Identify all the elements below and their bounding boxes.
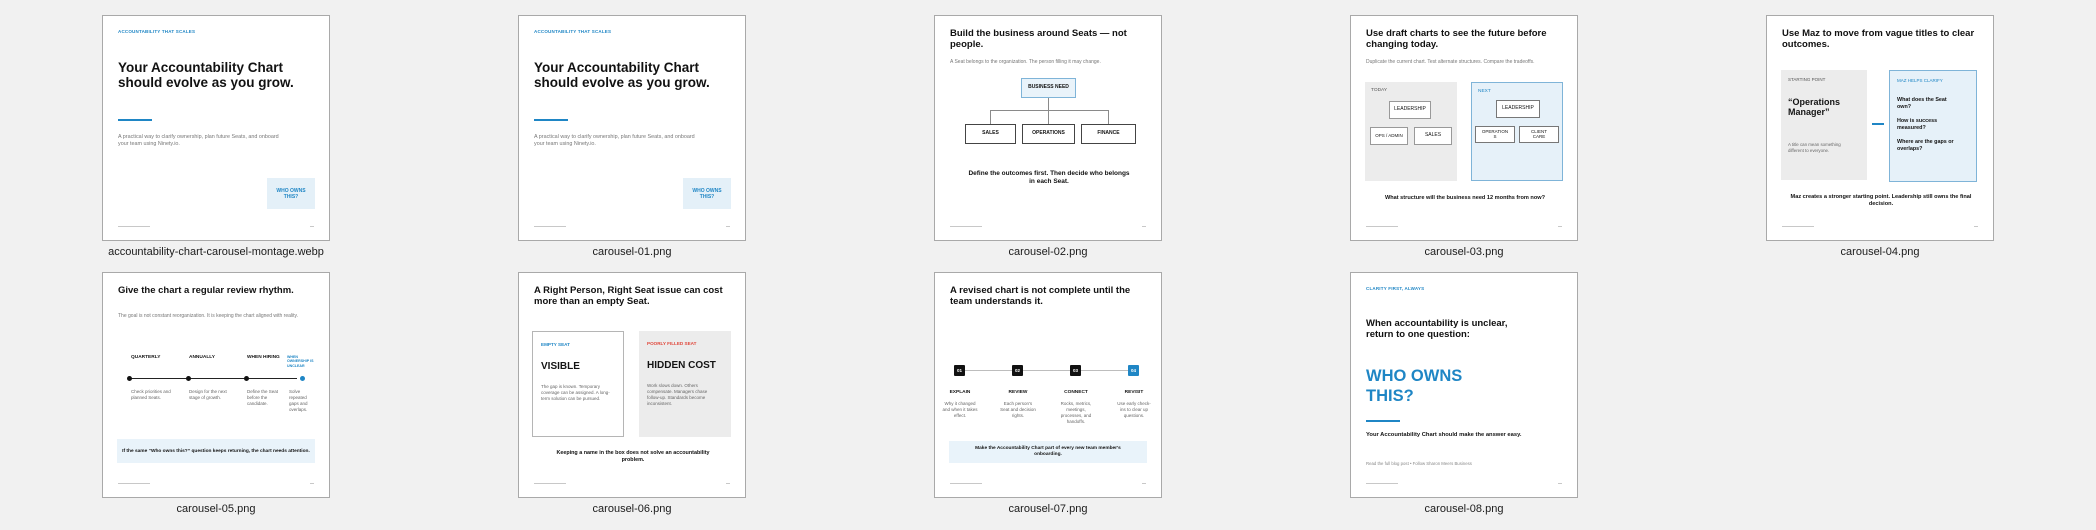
file-name-caption: carousel-03.png <box>1424 246 1504 258</box>
slide-thumbnail[interactable] <box>102 15 330 241</box>
page-mark <box>726 483 730 484</box>
slide-thumbnail[interactable] <box>934 15 1162 241</box>
step-number: 04 <box>1128 365 1139 376</box>
footer-mark <box>1366 483 1398 484</box>
step-label: WHEN OWNERSHIP IS UNCLEAR <box>287 355 314 368</box>
maz-question: What does the Seat own? <box>1897 97 1947 110</box>
org-node: OPS / ADMIN <box>1370 127 1408 145</box>
thumbnail-tile[interactable] <box>102 15 330 258</box>
slide-conclusion: Define the outcomes first. Then decide who belongs in each Seat. <box>968 170 1130 186</box>
card-label: EMPTY SEAT <box>541 342 570 347</box>
footer-mark <box>534 226 566 227</box>
org-node-top: LEADERSHIP <box>1389 101 1431 119</box>
step-label: REVIEW <box>1008 390 1028 395</box>
maz-panel <box>1889 70 1977 182</box>
timeline-dot <box>127 376 132 381</box>
slide-thumbnail[interactable] <box>102 272 330 498</box>
slide-title: A Right Person, Right Seat issue can cost more than an empty Seat. <box>534 285 723 307</box>
slide-title: Build the business around Seats — not people. <box>950 28 1127 50</box>
slide-title: Give the chart a regular review rhythm. <box>118 285 294 296</box>
thumbnail-tile[interactable] <box>1350 272 1578 515</box>
slide-title: When accountability is unclear, return to one question: <box>1366 318 1508 340</box>
slide-conclusion: Maz creates a stronger starting point. Leadership still owns the final decision. <box>1790 194 1972 208</box>
page-mark <box>310 483 314 484</box>
step-label: REVISIT <box>1124 390 1144 395</box>
page-mark <box>1142 226 1146 227</box>
footer-mark <box>1366 226 1398 227</box>
org-node: OPERATIONS <box>1022 124 1075 144</box>
panel-label: TODAY <box>1371 88 1388 93</box>
step-text: Use early check-ins to clear up questions. <box>1117 401 1151 419</box>
slide-thumbnail[interactable] <box>934 272 1162 498</box>
file-name-caption: carousel-05.png <box>176 503 256 515</box>
step-text: Each person's Seat and decision rights. <box>1000 401 1036 419</box>
slide-title: Your Accountability Chart should evolve as you grow. <box>534 60 710 91</box>
slide-subtitle: The goal is not constant reorganization. It is keeping the chart aligned with reality. <box>118 313 299 319</box>
slide-title: Use Maz to move from vague titles to clear outcomes. <box>1782 28 1975 50</box>
connector <box>1108 110 1109 124</box>
org-node-top: LEADERSHIP <box>1496 100 1540 118</box>
thumbnail-tile[interactable] <box>1350 15 1578 258</box>
connector <box>990 110 991 124</box>
maz-question: How is success measured? <box>1897 118 1938 131</box>
footer-mark <box>1782 226 1814 227</box>
step-text: Check priorities and planned Seats. <box>131 389 171 401</box>
org-node: OPERATION S <box>1475 126 1515 143</box>
empty-seat-card <box>532 331 624 437</box>
org-node: FINANCE <box>1081 124 1136 144</box>
page-mark <box>726 226 730 227</box>
file-name-caption: accountability-chart-carousel-montage.webp <box>108 246 324 258</box>
step-text: Rocks, metrics, meetings, processes, and handoffs. <box>1060 401 1092 425</box>
file-name-caption: carousel-06.png <box>592 503 672 515</box>
org-node: CLIENT CARE <box>1519 126 1559 143</box>
accent-rule <box>534 119 568 121</box>
slide-title: A revised chart is not complete until the team understands it. <box>950 285 1131 307</box>
slide-eyebrow: ACCOUNTABILITY THAT SCALES <box>534 29 612 34</box>
thumbnail-tile[interactable] <box>934 15 1162 258</box>
callout-box <box>683 178 731 209</box>
takeaway-banner <box>949 441 1147 463</box>
connector <box>990 110 1108 111</box>
slide-thumbnail[interactable] <box>518 15 746 241</box>
maz-question: Where are the gaps or overlaps? <box>1897 139 1954 152</box>
callout-text: WHO OWNS THIS? <box>692 187 722 200</box>
card-heading: VISIBLE <box>541 361 580 372</box>
slide-title: Use draft charts to see the future before changing today. <box>1366 28 1547 50</box>
slide-question: What structure will the business need 12 months from now? <box>1384 195 1546 201</box>
thumbnail-tile[interactable] <box>518 15 746 258</box>
footer-mark <box>118 226 150 227</box>
card-text: Work slows down. Others compensate. Managers chase follow-up. Standards become inconsistent. <box>647 383 708 407</box>
callout-text: WHO OWNS THIS? <box>276 187 306 200</box>
slide-subtitle: A practical way to clarify ownership, plan future Seats, and onboard your team using Ninety.io. <box>534 134 695 148</box>
footer-mark <box>118 483 150 484</box>
step-label: WHEN HIRING <box>247 355 280 360</box>
arrow-line <box>1872 123 1884 125</box>
step-text: Solve repeated gaps and overlaps. <box>289 389 308 413</box>
file-name-caption: carousel-08.png <box>1424 503 1504 515</box>
thumbnail-tile[interactable] <box>1766 15 1994 258</box>
panel-label: MAZ HELPS CLARIFY <box>1897 78 1943 83</box>
slide-thumbnail[interactable] <box>1350 15 1578 241</box>
takeaway-banner <box>117 439 315 463</box>
timeline-dot <box>300 376 305 381</box>
org-node: SALES <box>1414 127 1452 145</box>
title-quote: “Operations Manager” <box>1788 97 1841 117</box>
file-name-caption: carousel-07.png <box>1008 503 1088 515</box>
step-label: CONNECT <box>1064 390 1088 395</box>
slide-subtitle: A practical way to clarify ownership, plan future Seats, and onboard your team using Ninety.io. <box>118 134 279 148</box>
panel-label: STARTING POINT <box>1788 77 1826 82</box>
slide-thumbnail[interactable] <box>518 272 746 498</box>
page-mark <box>1558 483 1562 484</box>
step-number: 01 <box>954 365 965 376</box>
step-number: 03 <box>1070 365 1081 376</box>
callout-box <box>267 178 315 209</box>
step-label: QUARTERLY <box>131 355 161 360</box>
card-heading: HIDDEN COST <box>647 360 716 371</box>
banner-text: If the same “Who owns this?” question keeps returning, the chart needs attention. <box>122 448 310 454</box>
panel-label: NEXT <box>1478 89 1491 94</box>
process-line <box>961 370 1137 371</box>
slide-eyebrow: ACCOUNTABILITY THAT SCALES <box>118 29 196 34</box>
footer-mark <box>950 483 982 484</box>
step-text: Define the Seat before the candidate. <box>247 389 279 407</box>
page-mark <box>310 226 314 227</box>
card-label: POORLY FILLED SEAT <box>647 341 697 346</box>
page-mark <box>1142 483 1146 484</box>
org-node-top: BUSINESS NEED <box>1021 78 1076 98</box>
today-panel <box>1365 82 1457 181</box>
slide-thumbnail[interactable] <box>1766 15 1994 241</box>
step-label: EXPLAIN <box>949 390 971 395</box>
card-text: The gap is known. Temporary coverage can be assigned. A long-term solution can be pursued. <box>541 384 610 402</box>
timeline-dot <box>244 376 249 381</box>
thumbnail-tile[interactable] <box>518 272 746 515</box>
timeline-line <box>129 378 297 379</box>
starting-point-panel <box>1781 70 1867 180</box>
thumbnail-tile[interactable] <box>934 272 1162 515</box>
closing-statement: Your Accountability Chart should make the answer easy. <box>1366 432 1522 438</box>
thumbnail-tile[interactable] <box>102 272 330 515</box>
connector <box>1048 98 1049 110</box>
slide-thumbnail[interactable] <box>1350 272 1578 498</box>
accent-rule <box>118 119 152 121</box>
panel-note: A title can mean something different to everyone. <box>1788 142 1841 153</box>
poorly-filled-card <box>639 331 731 437</box>
closing-footer-link[interactable]: Read the full blog post • Follow Sharon Meers Business <box>1366 461 1472 466</box>
step-label: ANNUALLY <box>189 355 215 360</box>
footer-mark <box>950 226 982 227</box>
page-mark <box>1558 226 1562 227</box>
step-text: Why it changed and when it takes effect. <box>942 401 978 419</box>
page-mark <box>1974 226 1978 227</box>
slide-eyebrow: CLARITY FIRST, ALWAYS <box>1366 286 1425 291</box>
connector <box>1048 110 1049 124</box>
step-number: 02 <box>1012 365 1023 376</box>
step-text: Design for the next stage of growth. <box>189 389 227 401</box>
file-name-caption: carousel-02.png <box>1008 246 1088 258</box>
big-question: WHO OWNS THIS? <box>1366 367 1463 405</box>
slide-title: Your Accountability Chart should evolve as you grow. <box>118 60 294 91</box>
file-name-caption: carousel-04.png <box>1840 246 1920 258</box>
footer-mark <box>534 483 566 484</box>
slide-subtitle: A Seat belongs to the organization. The person filling it may change. <box>950 59 1101 65</box>
slide-conclusion: Keeping a name in the box does not solve an accountability problem. <box>556 450 710 464</box>
banner-text: Make the Accountability Chart part of every new team member's onboarding. <box>975 446 1121 457</box>
slide-subtitle: Duplicate the current chart. Test alternate structures. Compare the tradeoffs. <box>1366 59 1535 65</box>
accent-rule <box>1366 420 1400 422</box>
timeline-dot <box>186 376 191 381</box>
org-node: SALES <box>965 124 1016 144</box>
file-name-caption: carousel-01.png <box>592 246 672 258</box>
next-panel <box>1471 82 1563 181</box>
